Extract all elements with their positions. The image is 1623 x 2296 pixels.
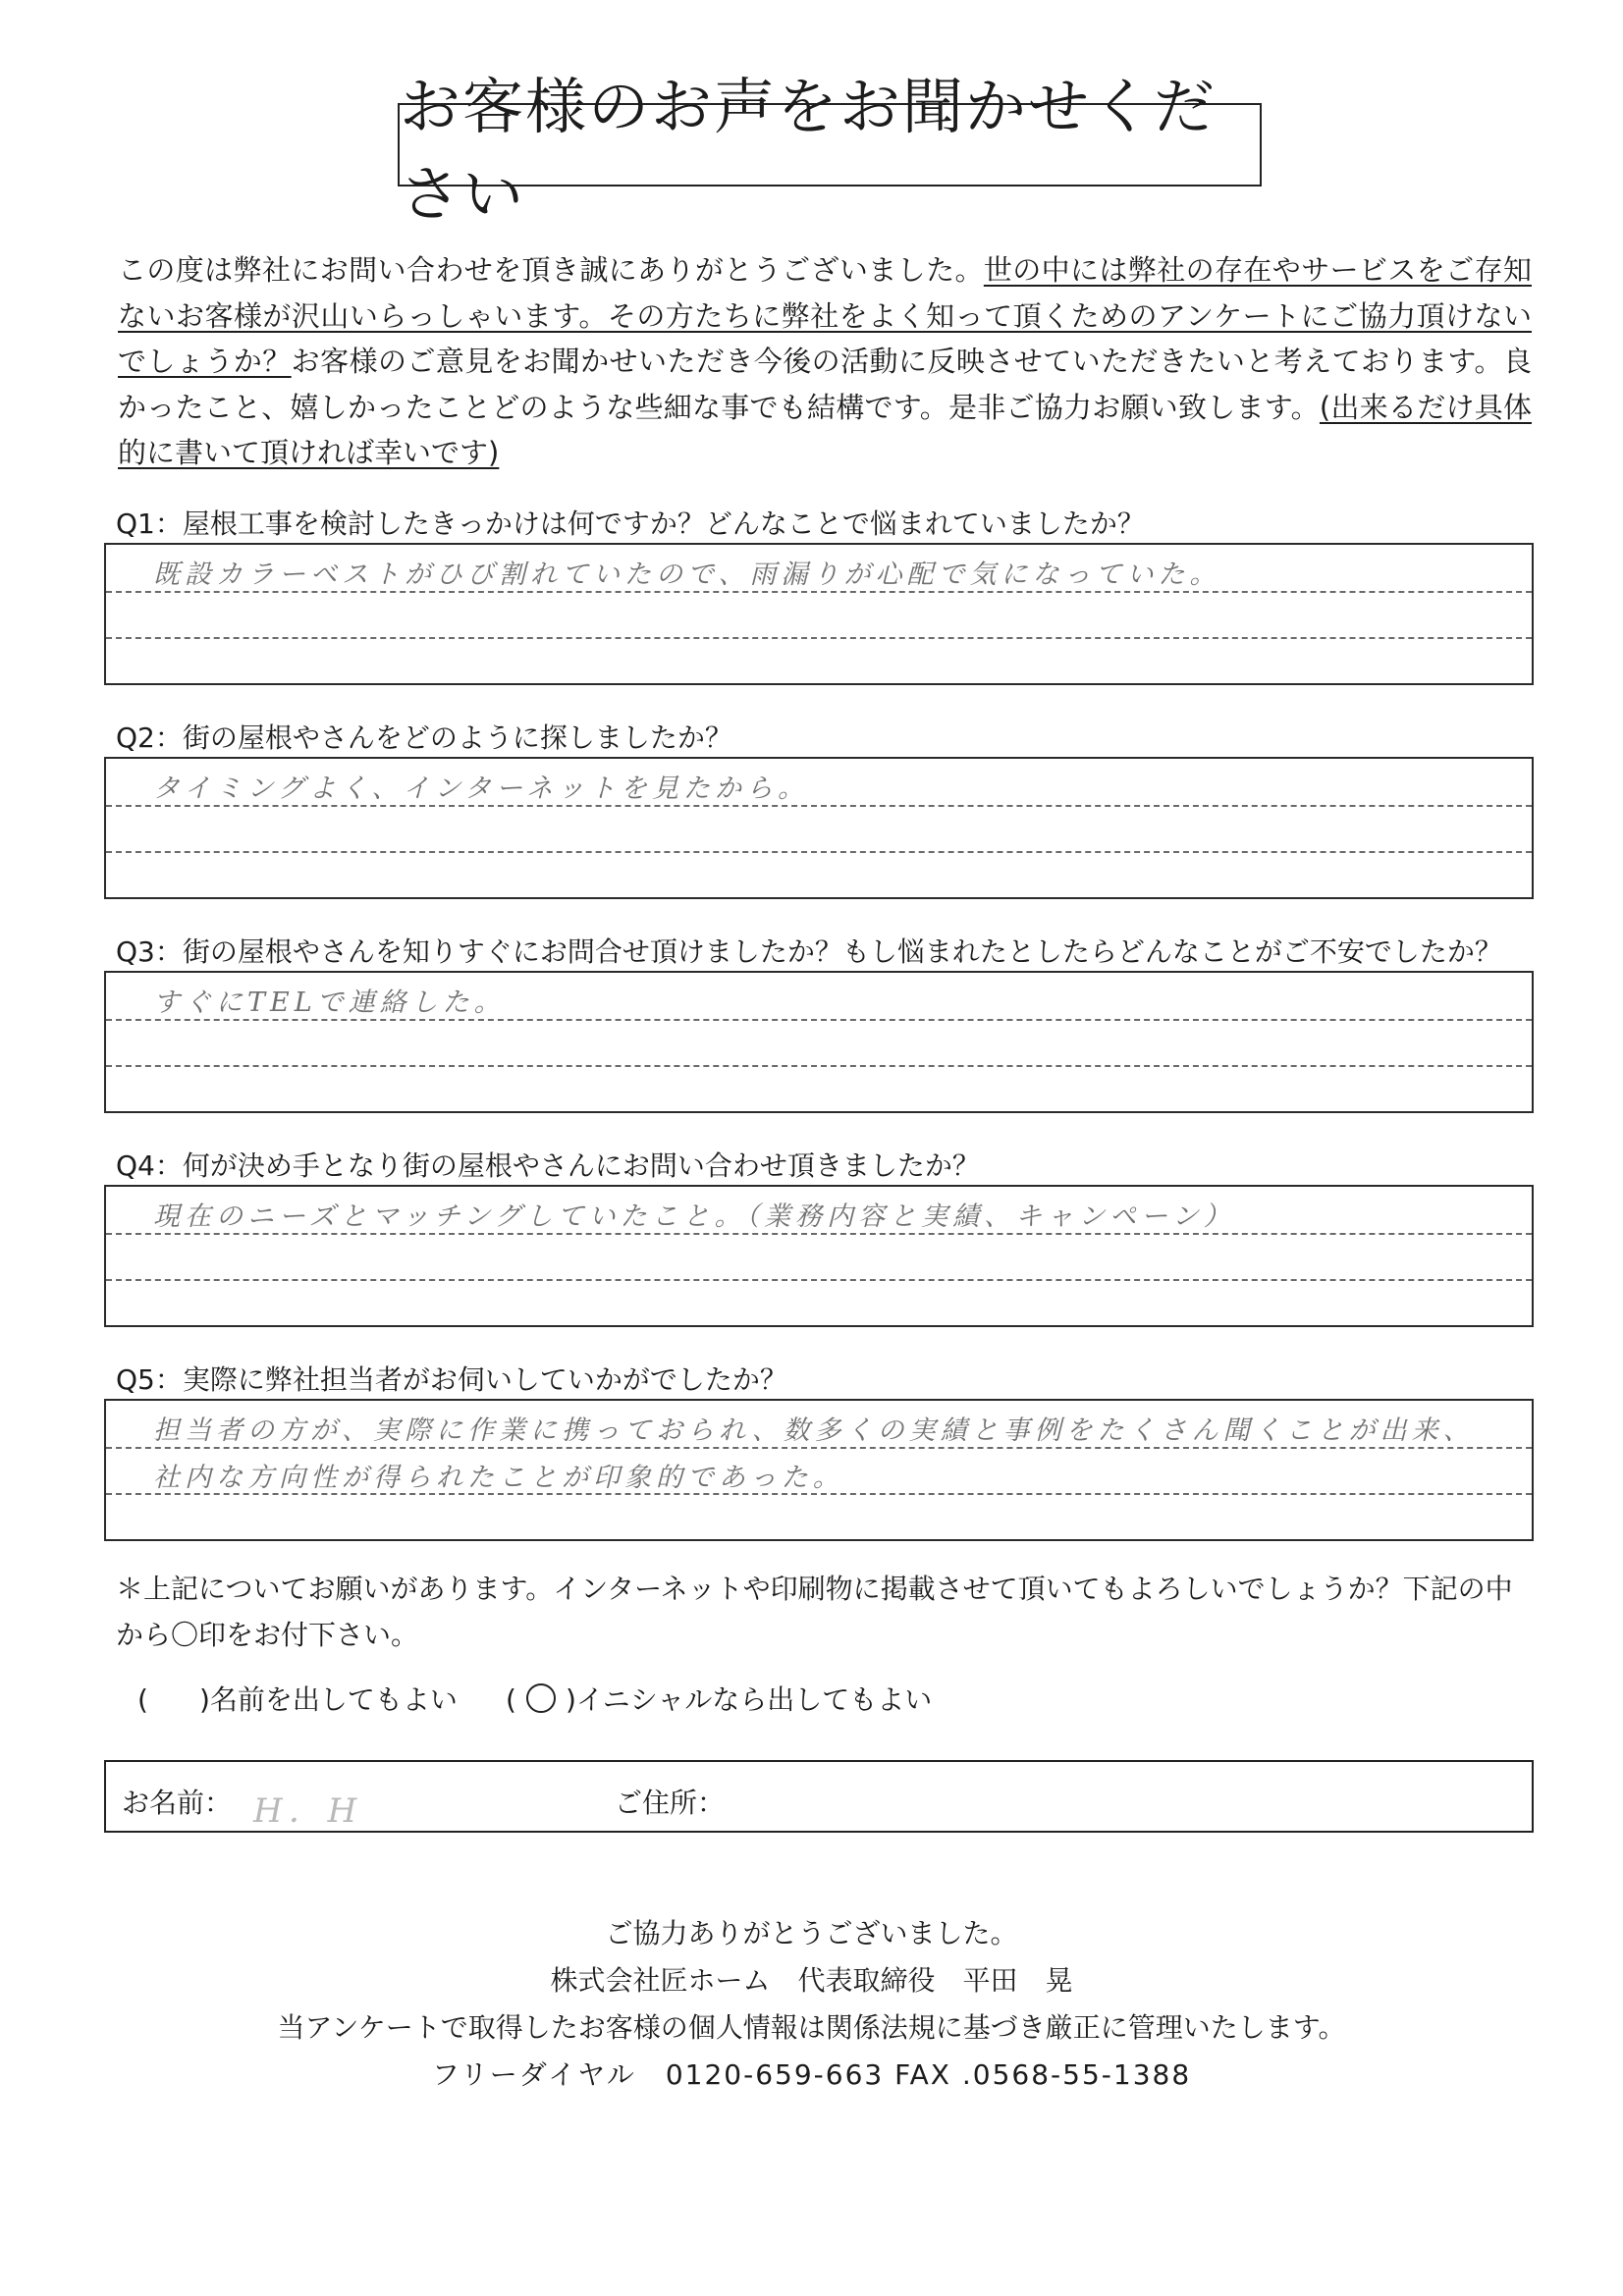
intro-paragraph <box>118 247 1532 476</box>
answer-box-5[interactable] <box>104 1399 1534 1541</box>
intro-text-4: (出来るだけ具体的に書いて頂ければ幸いです) <box>118 390 1532 469</box>
footer-privacy: 当アンケートで取得したお客様の個人情報は関係法規に基づき厳正に管理いたします。 <box>277 2011 1346 2044</box>
answer-box-2[interactable] <box>104 757 1534 899</box>
footer-contact: フリーダイヤル 0120-659-663 FAX .0568-55-1388 <box>431 2058 1192 2091</box>
page-title: お客様のお声をお聞かせください <box>398 103 1262 187</box>
handwritten-answer-4: 現在のニーズとマッチングしていたこと。（業務内容と実績、キャンペーン） <box>153 1201 1235 1232</box>
answer-line <box>106 1447 1532 1449</box>
answer-box-4[interactable] <box>104 1185 1534 1327</box>
answer-line <box>106 1019 1532 1021</box>
signature-box <box>104 1760 1534 1833</box>
answer-line <box>106 1279 1532 1281</box>
answer-line <box>106 637 1532 639</box>
footer-thanks: ご協力ありがとうございました。 <box>605 1917 1018 1949</box>
question-1-label: Q1：屋根工事を検討したきっかけは何ですか？どんなことで悩まれていましたか？ <box>116 507 1145 540</box>
handwritten-answer-5a: 担当者の方が、実際に作業に携っておられ、数多くの実績と事例をたくさん聞くことが出来、 <box>153 1415 1475 1446</box>
intro-text-2: 世の中には弊社の存在やサービスをご存知ないお客様が沢山いらっしゃいます。その方たちに弊社をよく知って頂くためのアンケートにご協力頂けないでしょうか？ <box>118 253 1532 378</box>
option-initial-label: イニシャルなら出してもよい <box>575 1683 933 1716</box>
question-3-label: Q3：街の屋根やさんを知りすぐにお問合せ頂けましたか？もし悩まれたとしたらどんなことがご不安でしたか？ <box>116 935 1502 968</box>
answer-box-3[interactable] <box>104 971 1534 1113</box>
name-label: お名前： <box>122 1787 233 1819</box>
answer-line <box>106 1065 1532 1067</box>
answer-box-1[interactable] <box>104 543 1534 685</box>
consent-note: ＊上記についてお願いがあります。インターネットや印刷物に掲載させて頂いてもよろしいでしょうか？下記の中から〇印をお付下さい。 <box>116 1573 1513 1651</box>
question-5-label: Q5：実際に弊社担当者がお伺いしていかがでしたか？ <box>116 1363 787 1396</box>
answer-line <box>106 591 1532 593</box>
answer-line <box>106 805 1532 807</box>
selected-circle-mark[interactable] <box>526 1683 556 1713</box>
option-initial[interactable]: ( )イニシャルなら出してもよい <box>506 1683 933 1716</box>
handwritten-answer-3: すぐにTELで連絡した。 <box>153 988 506 1018</box>
handwritten-answer-1: 既設カラーベストがひび割れていたので、雨漏りが心配で気になっていた。 <box>153 560 1221 590</box>
footer-company: 株式会社匠ホーム 代表取締役 平田 晃 <box>550 1964 1073 1997</box>
name-value[interactable]: H．H <box>253 1791 363 1831</box>
intro-text-3: お客様のご意見をお聞かせいただき今後の活動に反映させていただきたいと考えております。良かったこと、嬉しかったことどのような些細な事でも結構です。是非ご協力お願い致します。 <box>118 345 1532 424</box>
question-2-label: Q2：街の屋根やさんをどのように探しましたか？ <box>116 721 732 754</box>
answer-line <box>106 1233 1532 1235</box>
handwritten-answer-5b: 社内な方向性が得られたことが印象的であった。 <box>153 1463 844 1493</box>
intro-text-1: この度は弊社にお問い合わせを頂き誠にありがとうございました。 <box>118 253 984 287</box>
option-name[interactable]: ( )名前を出してもよい <box>137 1683 458 1716</box>
answer-line <box>106 851 1532 853</box>
address-label: ご住所： <box>615 1787 726 1819</box>
handwritten-answer-2: タイミングよく、インターネットを見たから。 <box>153 774 809 804</box>
question-4-label: Q4：何が決め手となり街の屋根やさんにお問い合わせ頂きましたか？ <box>116 1149 980 1182</box>
option-name-label: 名前を出してもよい <box>209 1683 458 1716</box>
